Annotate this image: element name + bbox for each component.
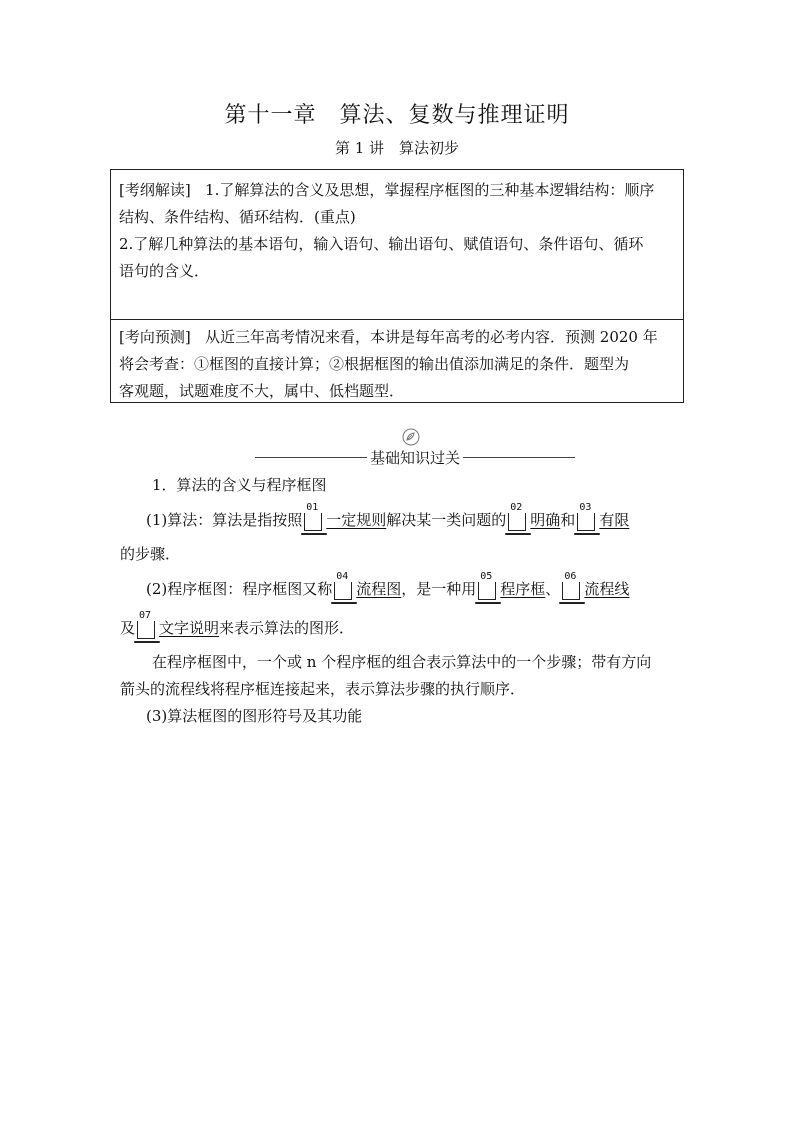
para3-line1: 在程序框图中，一个或 n 个程序框的组合表示算法中的一个步骤；带有方向	[152, 653, 652, 671]
answer-text-03: 有限	[599, 511, 630, 529]
section1-title: 1．算法的含义与程序框图	[152, 476, 327, 494]
forecast-tag: [考向预测]	[119, 328, 191, 346]
outline-section	[111, 170, 683, 320]
forecast-section	[111, 320, 683, 405]
answer-text-07: 文字说明	[159, 619, 220, 637]
forecast-line-3: 客观题，试题难度不大，属中、低档题型．	[119, 382, 405, 400]
outline-tag: [考纲解读]	[119, 181, 191, 199]
answer-blank-02: 02	[508, 511, 528, 529]
item1-line2: 的步骤．	[120, 545, 181, 563]
answer-blank-03: 03	[577, 511, 597, 529]
answer-blank-05: 05	[478, 580, 498, 598]
answer-text-01: 一定规则	[326, 511, 387, 529]
outline-line-3: 2.了解几种算法的基本语句，输入语句、输出语句、赋值语句、条件语句、循环	[119, 235, 644, 253]
answer-blank-06: 06	[562, 580, 582, 598]
forecast-line-1: [考向预测] 从近三年高考情况来看，本讲是每年高考的必考内容．预测 2020 年	[119, 328, 658, 346]
item3: (3)算法框图的图形符号及其功能	[146, 707, 363, 725]
answer-text-05: 程序框	[500, 580, 546, 598]
answer-blank-07: 07	[137, 619, 157, 637]
item2-line1: (2)程序框图：程序框图又称 04 流程图，是一种用 05 程序框、 06 流程线	[146, 578, 629, 599]
item2-line2: 及 07 文字说明来表示算法的图形．	[120, 617, 354, 638]
outline-line-4: 语句的含义．	[119, 262, 210, 280]
forecast-line-2: 将会考查：①框图的直接计算；②根据框图的输出值添加满足的条件．题型为	[119, 355, 630, 373]
outline-line-2: 结构、条件结构、循环结构．(重点)	[119, 208, 356, 226]
answer-text-02: 明确	[530, 511, 561, 529]
para3-line2: 箭头的流程线将程序框连接起来，表示算法步骤的执行顺序．	[120, 680, 526, 698]
item1-line1: (1)算法：算法是指按照 01 一定规则解决某一类问题的 02 明确和 03 有限	[146, 509, 629, 530]
answer-text-04: 流程图	[356, 580, 402, 598]
answer-blank-01: 01	[304, 511, 324, 529]
section-banner-label: 基础知识过关	[367, 449, 463, 467]
lecture-title: 第 1 讲 算法初步	[334, 139, 460, 157]
answer-blank-04: 04	[334, 580, 354, 598]
exam-outline-box	[110, 169, 684, 403]
outline-line-1: [考纲解读] 1.了解算法的含义及思想，掌握程序框图的三种基本逻辑结构：顺序	[119, 181, 655, 199]
section-banner	[255, 428, 575, 468]
answer-text-06: 流程线	[584, 580, 630, 598]
chapter-title: 第十一章 算法、复数与推理证明	[224, 103, 570, 128]
leaf-badge-icon	[402, 428, 420, 446]
